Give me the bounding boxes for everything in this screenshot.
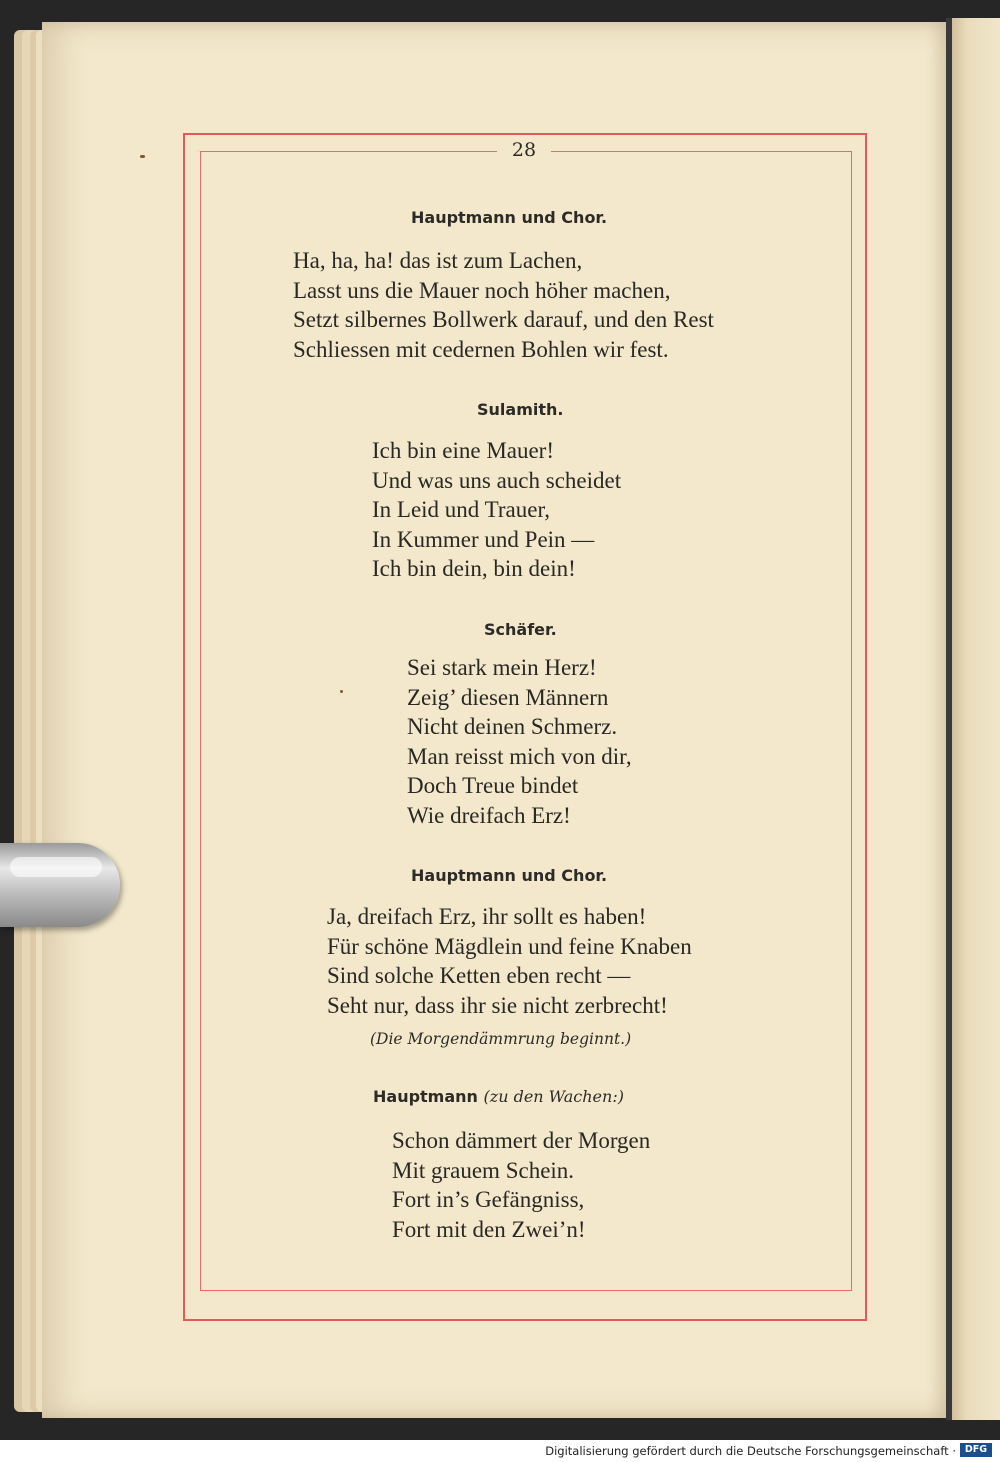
verse-line: Mit grauem Schein.: [392, 1157, 575, 1183]
speaker-name: Hauptmann: [373, 1087, 478, 1106]
paper-speck: [140, 155, 145, 158]
verse-line: Seht nur, dass ihr sie nicht zerbrecht!: [327, 992, 668, 1018]
verse-line: Setzt silbernes Bollwerk darauf, und den Rest: [293, 307, 714, 332]
verse-line: Und was uns auch scheidet: [372, 467, 622, 493]
speaker-heading: [373, 1087, 624, 1106]
verse-line: Ha, ha, ha! das ist zum Lachen,: [293, 248, 583, 273]
facing-page-edge: [946, 18, 1000, 1420]
verse-line: Ich bin dein, bin dein!: [372, 556, 576, 581]
verse-line: Fort in’s Gefängniss,: [392, 1187, 585, 1212]
dfg-logo-icon: DFG: [960, 1443, 992, 1457]
speaker-heading: Sulamith.: [477, 400, 564, 419]
speaker-heading: Schäfer.: [484, 620, 557, 639]
speaker-note: (zu den Wachen:): [483, 1087, 624, 1106]
verse-block: [327, 902, 692, 1020]
speaker-heading: Hauptmann und Chor.: [411, 866, 608, 885]
verse-block: [407, 653, 632, 830]
verse-line: In Kummer und Pein —: [372, 526, 595, 552]
page-clip: [0, 843, 120, 927]
paper-speck: [340, 690, 343, 693]
footer-credit: Digitalisierung gefördert durch die Deutsche Forschungsgemeinschaft ·: [545, 1444, 956, 1458]
verse-line: Man reisst mich von dir,: [407, 743, 632, 769]
verse-block: [392, 1126, 650, 1244]
verse-line: Doch Treue bindet: [407, 773, 579, 798]
verse-line: Ja, dreifach Erz, ihr sollt es haben!: [327, 904, 647, 929]
verse-line: In Leid und Trauer,: [372, 497, 550, 522]
verse-line: Ich bin eine Mauer!: [372, 438, 555, 463]
stage-direction: (Die Morgendämmrung beginnt.): [370, 1030, 632, 1048]
verse-line: Für schöne Mägdlein und feine Knaben: [327, 933, 692, 959]
verse-line: Sei stark mein Herz!: [407, 655, 597, 680]
verse-block: [372, 436, 621, 584]
verse-line: Sind solche Ketten eben recht —: [327, 963, 631, 988]
speaker-heading: Hauptmann und Chor.: [411, 208, 608, 227]
verse-line: Zeig’ diesen Männern: [407, 684, 609, 710]
verse-line: Fort mit den Zwei’n!: [392, 1216, 586, 1242]
verse-line: Schon dämmert der Morgen: [392, 1128, 651, 1153]
verse-line: Schliessen mit cedernen Bohlen wir fest.: [293, 336, 669, 362]
page-number: 28: [511, 139, 537, 161]
verse-line: Wie dreifach Erz!: [407, 802, 571, 828]
verse-block: [293, 246, 714, 364]
verse-line: Nicht deinen Schmerz.: [407, 714, 618, 739]
verse-line: Lasst uns die Mauer noch höher machen,: [293, 277, 671, 303]
